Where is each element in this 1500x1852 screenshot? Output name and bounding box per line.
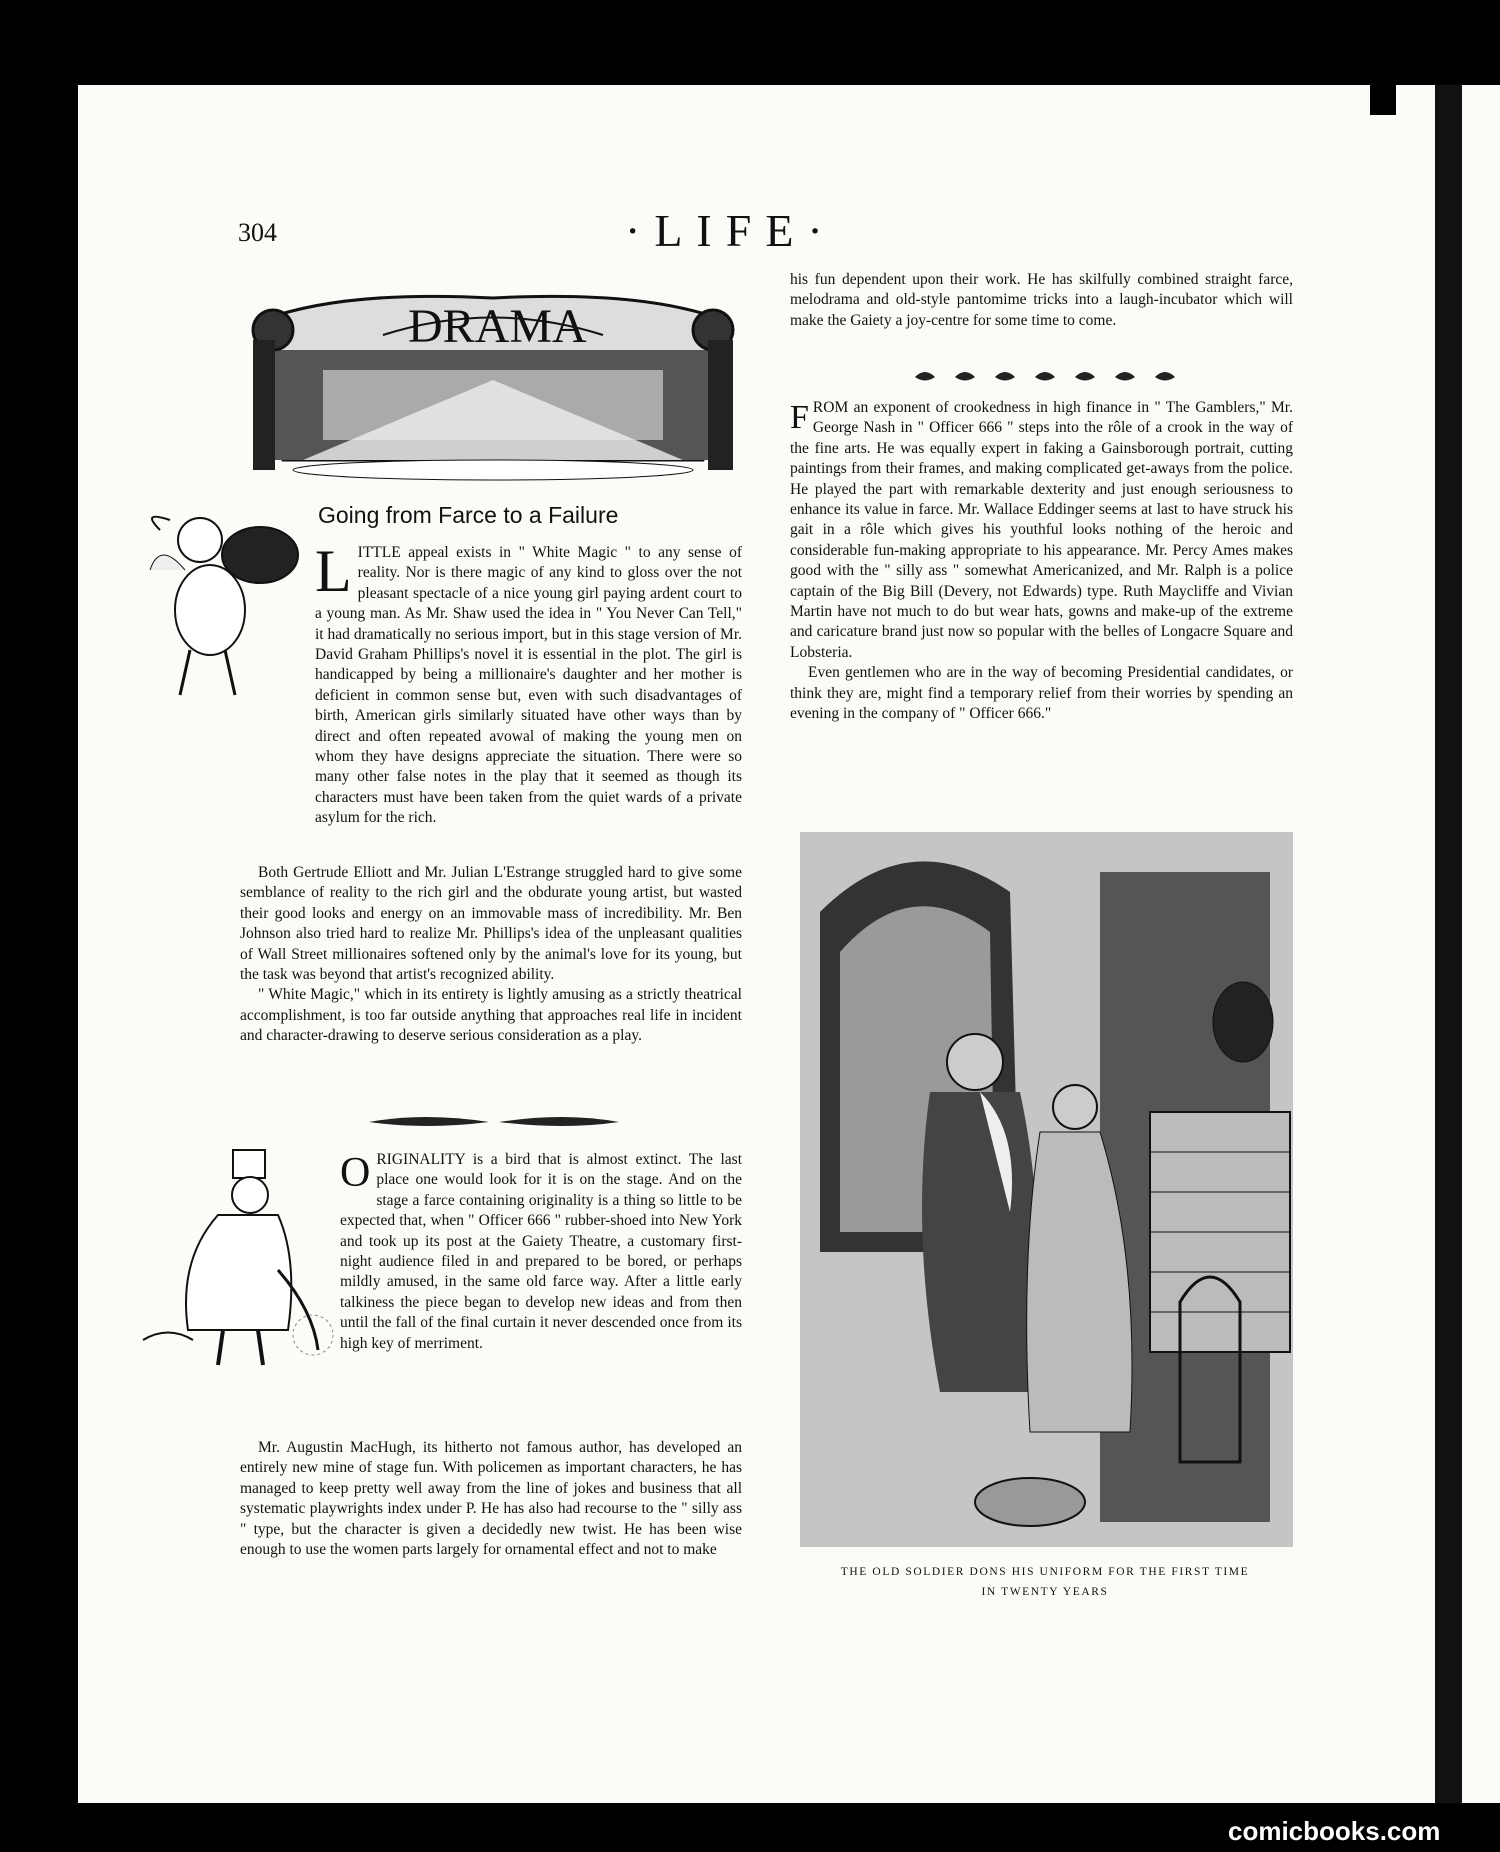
article-1-paragraph-2: Both Gertrude Elliott and Mr. Julian L'Estrange struggled hard to give some semblance of reality to the rich girl and the obdurate young artist, but wasted their good looks and energy on an immovable mass of incredibility. Mr. Ben Johnson also tried hard to realize Mr. Phillips's idea of the unpleasant qualities of Wall Street millionaires softened only by the animal's love for its young, but the task was beyond that artist's recognized ability. [240,864,742,984]
article-2-paragraph-1: RIGINALITY is a bird that is almost extinct. The last place one would look for it is on the stage. And on the stage a farce containing originality is a thing so little to be expected that, when " Officer 666 " rubber-shoed into New York and took up its post at the Gaiety Theatre, a customary first-night audience filed in and prepared to be bored, or perhaps mildly amused, in the same old farce way. After a little early talkiness the piece began to develop new ideas and from then until the fall of the final curtain it never descended once from its high key of merriment. [340,1151,742,1352]
article-2-continuation [790,270,1293,331]
article-2-paragraph-2: Mr. Augustin MacHugh, its hitherto not famous author, has developed an entirely new mine of stage fun. With policemen as important characters, he has managed to keep pretty well away from the line of jokes and business that all systematic playwrights index under P. He has also had recourse to the " silly ass " type, but the character is given a decidedly new twist. He has been wise enough to use the women parts largely for ornamental effect and not to make [240,1439,742,1559]
policeman-illustration [138,1140,338,1375]
article-1-paragraph-1-lead [315,538,742,829]
article-1-body [315,538,742,829]
page-number: 304 [238,218,277,247]
banner-title: DRAMA [408,300,587,353]
article-2-continued [240,1438,742,1560]
article-1-continued [240,863,742,1047]
article-2-body [340,1150,742,1354]
article-heading: Going from Farce to a Failure [318,502,619,528]
old-soldier-illustration [800,832,1293,1547]
page-gutter [1435,85,1465,1803]
bird-ornament-row [910,362,1192,392]
masthead: ·LIFE· [625,205,837,256]
article-1-paragraph-3: " White Magic," which in its entirety is lightly amusing as a strictly theatrical accomplishment, is too far outside anything that approaches real life in incident and character-drawing to deserve serious consideration as a play. [240,986,742,1045]
caption-line-2: IN TWENTY YEARS [981,1586,1109,1598]
article-2-end: his fun dependent upon their work. He has skilfully combined straight farce, melodrama and old-style pantomime tricks into a laugh-incubator which will make the Gaiety a joy-centre for some time to come. [790,271,1293,329]
article-3-paragraph-2: Even gentlemen who are in the way of becoming Presidential candidates, or think they are, might find a temporary relief from their worries by spending an evening in the company of " Officer 666." [790,664,1293,723]
next-page-edge [1462,85,1500,1803]
drama-banner-illustration [243,280,743,490]
article-3-paragraph-1: ROM an exponent of crookedness in high finance in " The Gamblers," Mr. George Nash in " Officer 666 " steps into the rôle of a crook in the way of the fine arts. He was equally expert in faking a Gainsborough portrait, cutting paintings from their frames, and making complicated get-aways from the police. He played the part with remarkable dexterity and just enough seriousness to enhance its value in farce. Mr. Wallace Eddinger seems at last to have struck his gait in a rôle which gives his youthful looks nothing of the heroic and considerable fun-making appropriate to his appearance. Mr. Percy Ames makes good with the " silly ass " somewhat Americanized, and Mr. Ralph is a police captain of the Big Bill (Devery, not Edwards) type. Ruth Maycliffe and Vivian Martin have not much to do but wear hats, gowns and make-up of the extreme and caricature brand just now so popular with the belles of Longacre Square and Lobsteria. [790,399,1293,661]
dropcap-o: O [340,1150,371,1196]
article-3-paragraph-1-lead [790,398,1293,663]
illustration-caption [790,1562,1300,1602]
dropcap-f: F [790,399,809,436]
article-3-body [790,398,1293,725]
article-2-paragraph-1-lead [340,1150,742,1354]
dropcap-l: L [315,538,352,604]
caption-line-1: THE OLD SOLDIER DONS HIS UNIFORM FOR THE FIRST TIME [840,1566,1250,1578]
ornamental-divider [364,1112,624,1132]
article-1-paragraph-1: ITTLE appeal exists in " White Magic " to any sense of reality. Nor is there magic of any kind to gloss over the not pleasant spectacle of a nice young girl paying ardent court to a young man. As Mr. Shaw used the idea in " You Never Can Tell," it had dramatically no serious import, but in this stage version of Mr. David Graham Phillips's novel it is essential in the plot. The girl is handicapped by being a millionaire's daughter and her mother is deficient in common sense but, even with such disadvantages of birth, American girls similarly situated have other ways than by direct and often repeated avowal of making the young men on whom they have designs appreciate the situation. There were so many other false notes in the play that it seemed as though its characters must have been taken from the quiet wards of a private asylum for the rich. [315,544,742,827]
site-watermark: comicbooks.com [1228,1816,1441,1846]
cherub-illustration [140,500,318,700]
scan-mark [1370,70,1396,115]
